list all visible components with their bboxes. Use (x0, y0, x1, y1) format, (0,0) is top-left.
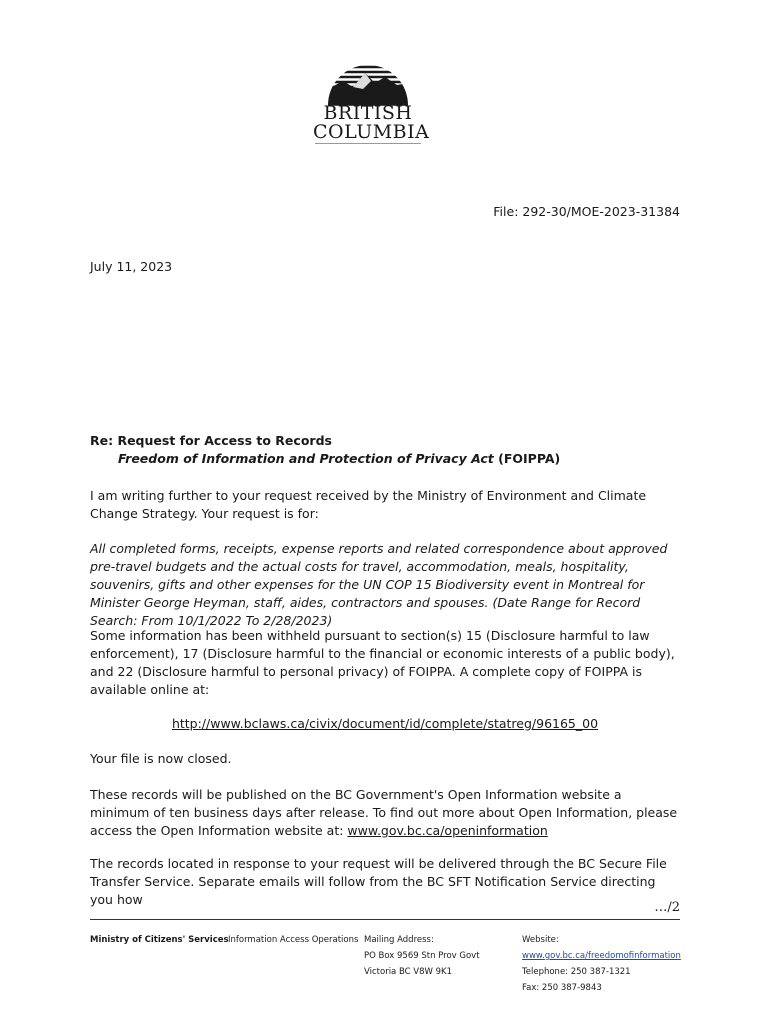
act-name: Freedom of Information and Protection of Privacy Act (118, 451, 494, 466)
request-text: All completed forms, receipts, expense reports and related correspondence about approved pre-travel budgets and the actual costs for travel, accommodation, meals, hospitality, souvenirs, gifts and other expenses for the UN COP 15 Biodiversity event in Montreal for Minister George Heyman, staff, aides, contractors and spouses. (Date Range for Record Search: From 10/1/2022 To 2/28/2023) (90, 541, 668, 628)
open-information-text: These records will be published on the BC Government's Open Information website a minimum of ten business days after release. To find out more about Open Information, please access the Open Information website at: (90, 787, 678, 838)
bc-logo (313, 45, 430, 145)
withheld-paragraph: Some information has been withheld pursuant to section(s) 15 (Disclosure harmful to law enforcement), 17 (Disclosure harmful to the financial or economic interests of a public body), and 22 (Disclosure harmful to personal privacy) of FOIPPA. A complete copy of FOIPPA is available online at: (90, 628, 675, 697)
act-abbreviation: (FOIPPA) (493, 451, 561, 466)
open-information-paragraph (90, 786, 680, 840)
footer-branch: Information Access Operations (228, 935, 359, 945)
intro-paragraph: I am writing further to your request received by the Ministry of Environment and Climate Change Strategy. Your request is for: (90, 488, 647, 521)
footer-fax: Fax: 250 387-9843 (522, 983, 602, 993)
subject-block (90, 432, 690, 468)
footer-ministry: Ministry of Citizens' Services (90, 935, 229, 945)
footer-website-label: Website: (522, 935, 559, 945)
page-continuation-marker: …/2 (654, 900, 680, 915)
footer-divider (90, 919, 680, 920)
file-reference: File: 292-30/MOE-2023-31384 (493, 204, 680, 219)
footer-mailing-line-1: PO Box 9569 Stn Prov Govt (364, 951, 480, 961)
subject-line: Re: Request for Access to Records (90, 433, 332, 448)
letter-date: July 11, 2023 (90, 259, 173, 274)
file-closed-text: Your file is now closed. (90, 751, 232, 766)
open-information-link[interactable]: www.gov.bc.ca/openinformation (347, 823, 548, 838)
foippa-link[interactable]: http://www.bclaws.ca/civix/document/id/complete/statreg/96165_00 (171, 716, 599, 731)
delivery-paragraph: The records located in response to your request will be delivered through the BC Secure File Transfer Service. Separate emails will follow from the BC SFT Notification Service directing you how (90, 856, 667, 907)
logo-line-1: BRITISH (323, 102, 413, 124)
footer-mailing-line-2: Victoria BC V8W 9K1 (364, 967, 453, 977)
footer-mailing-label: Mailing Address: (364, 935, 434, 945)
logo-line-2: COLUMBIA (313, 121, 430, 143)
footer-website-link[interactable]: www.gov.bc.ca/freedomofinformation (522, 951, 681, 961)
footer-telephone: Telephone: 250 387-1321 (522, 967, 631, 977)
logo-underline (315, 143, 421, 144)
